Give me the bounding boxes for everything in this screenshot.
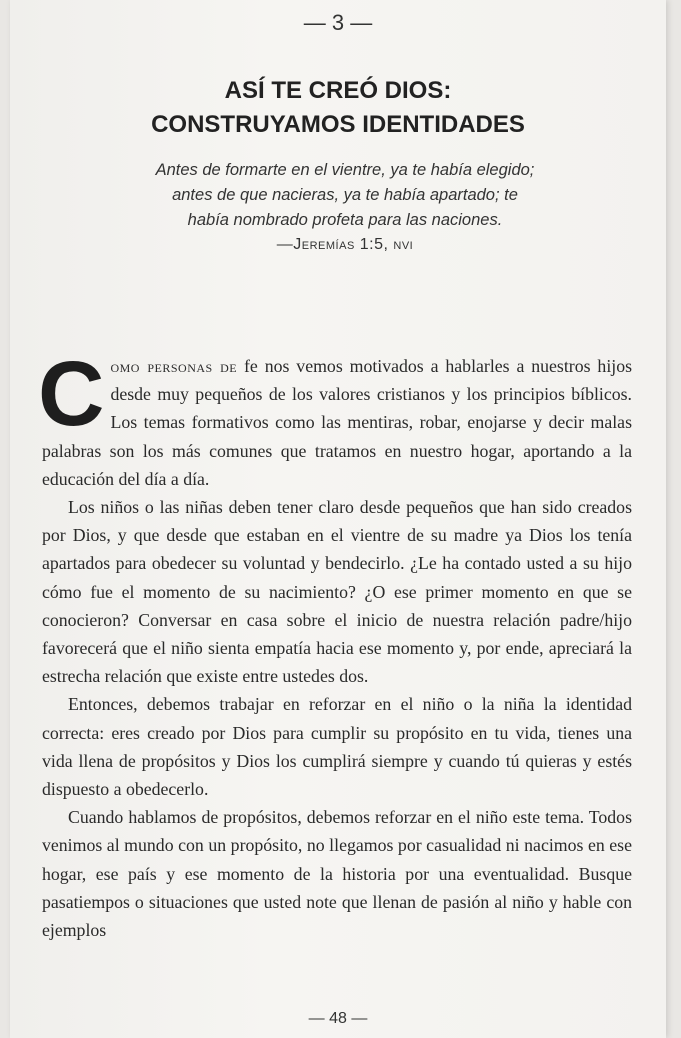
epigraph-line: había nombrado profeta para las naciones.: [187, 211, 503, 229]
paragraph: Los niños o las niñas deben tener claro desde pequeños que han sido creados por Dios, y que desde que estaban en el vientre de su madre ya Dios los tenía apartados para obedecer su voluntad y bendecirlo. ¿Le ha contado usted a su hijo cómo fue el momento de su nacimiento? ¿O ese primer momento en que se conocieron? Conversar en casa sobre el inicio de nuestra relación padre/hijo favorecerá que el niño sienta empatía hacia ese momento y, por ende, apreciará la estrecha relación que existe entre ustedes dos.: [42, 497, 632, 687]
citation-text: —Jeremías 1:5, nvi: [276, 236, 414, 253]
epigraph-citation: [100, 236, 590, 254]
paragraph: Entonces, debemos trabajar en reforzar en el niño o la niña la identidad correcta: eres creado por Dios para cumplir su propósito en tu vida, tienes una vida llena de propósitos y Dios los cumplirá siempre y cuando tú quieras y estés dispuesto a obedecerlo.: [42, 694, 632, 800]
page-number: — 48 —: [308, 1010, 368, 1027]
lead-in-smallcaps: omo personas de: [110, 356, 238, 376]
epigraph-line: antes de que nacieras, ya te había apartado; te: [172, 186, 518, 204]
drop-cap: C: [38, 343, 105, 445]
book-page: [10, 0, 666, 1038]
body-text: [38, 343, 633, 944]
paragraph: [38, 343, 633, 493]
chapter-number: — 3 —: [303, 10, 373, 35]
chapter-title: [10, 74, 666, 142]
chapter-title-line-2: CONSTRUYAMOS IDENTIDADES: [151, 111, 525, 138]
epigraph: [100, 158, 590, 233]
chapter-title-line-1: ASÍ TE CREÓ DIOS:: [224, 77, 452, 104]
epigraph-line: Antes de formarte en el vientre, ya te había elegido;: [155, 161, 535, 179]
paragraph-text: fe nos vemos motivados a hablarles a nuestros hijos desde muy pequeños de los valores cristianos y los principios bíblicos. Los temas formativos como las mentiras, robar, enojarse y decir malas palabras son los más comunes que tratamos en nuestro hogar, aportando a la educación del día a día.: [42, 356, 633, 489]
paragraph: Cuando hablamos de propósitos, debemos reforzar en el niño este tema. Todos venimos al mundo con un propósito, no llegamos por casualidad ni nacimos en ese hogar, ese país y ese momento de la historia por una eventualidad. Busque pasatiempos o situaciones que usted note que llenan de pasión al niño y hable con ejemplos: [42, 807, 632, 941]
